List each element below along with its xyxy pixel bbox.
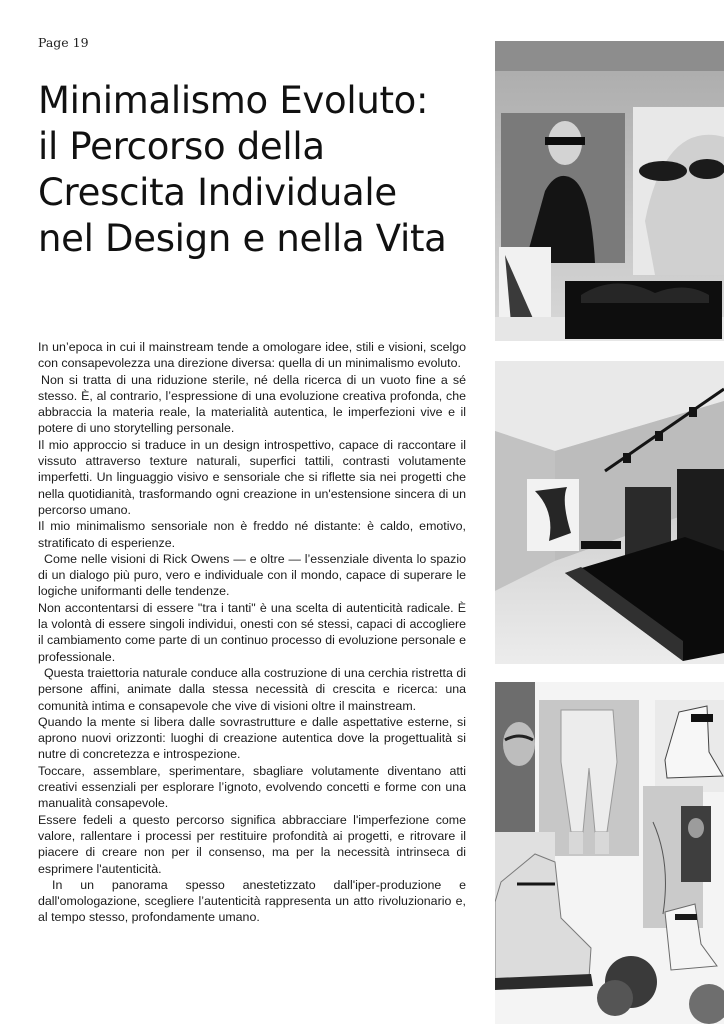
fashion-collage-photo	[495, 682, 724, 1024]
body-paragraph: Toccare, assemblare, sperimentare, sbagliare volutamente diventano atti creativi essenziali per esplorare l’ignoto, evolvendo concetti e forme con una manualità consapevole.	[38, 763, 466, 811]
body-paragraph: In un panorama spesso anestetizzato dall'iper-produzione e dall'omologazione, scegliere l’autenticità rappresenta un atto rivoluzionario e, al tempo stesso, profondamente umano.	[38, 877, 466, 925]
body-paragraph: Questa traiettoria naturale conduce alla costruzione di una cerchia ristretta di persone affini, animate dalla stessa necessità di crescita e ricerca: una comunità intima e consapevole che vive di visioni oltre il mainstream.	[38, 665, 466, 713]
title-line: nel Design e nella Vita	[38, 217, 447, 260]
body-paragraph: Essere fedeli a questo percorso significa abbracciare l'imperfezione come valore, rallentare i processi per restituire profondità ai progetti, e ritrovare il piacere di creare non per il consenso, ma per la necessità intrinseca di esprimere l'autenticità.	[38, 812, 466, 876]
body-paragraph: Quando la mente si libera dalle sovrastrutture e dalle aspettative esterne, si aprono nuovi orizzonti: luoghi di creazione autentica dove la progettualità si nutre di concretezza e introspezione.	[38, 714, 466, 762]
moodboard-portrait-icon	[495, 41, 724, 341]
title-line: Crescita Individuale	[38, 171, 397, 214]
body-paragraph: Come nelle visioni di Rick Owens — e oltre — l’essenziale diventa lo spazio di un dialogo più puro, vero e individuale con il mondo, capace di superare le logiche uniformanti delle tendenze.	[38, 551, 466, 599]
body-paragraph: Il mio minimalismo sensoriale non è freddo né distante: è caldo, emotivo, stratificato di esperienze.	[38, 519, 466, 550]
page-number: Page 19	[38, 35, 89, 50]
showroom-interior-photo	[495, 361, 724, 664]
moodboard-portrait-photo	[495, 41, 724, 341]
fashion-collage-icon	[495, 682, 724, 1024]
title-line: il Percorso della	[38, 125, 325, 168]
article-title	[38, 78, 488, 262]
title-line: Minimalismo Evoluto:	[38, 79, 429, 122]
body-paragraph: Il mio approccio si traduce in un design introspettivo, capace di raccontare il vissuto attraverso texture naturali, superfici tattili, contrasti volutamente imperfetti. Un linguaggio visivo e sensoriale che si riflette sia nei progetti che nella quotidianità, trasformando ogni creazione in un'estensione sincera di un percorso umano.	[38, 437, 466, 517]
showroom-interior-icon	[495, 361, 724, 664]
body-paragraph: In un’epoca in cui il mainstream tende a omologare idee, stili e visioni, scelgo con consapevolezza una direzione diversa: quella di un minimalismo evoluto.	[38, 340, 466, 371]
body-paragraph: Non accontentarsi di essere "tra i tanti" è una scelta di autenticità radicale. È la volontà di essere singoli individui, onesti con sé stessi, capaci di accogliere il cambiamento come parte di un continuo processo di evoluzione personale e professionale.	[38, 600, 466, 664]
body-paragraph: Non si tratta di una riduzione sterile, né della ricerca di un vuoto fine a sé stesso. È, al contrario, l’espressione di una evoluzione creativa profonda, che abbraccia la materia reale, la materialità autentica, le imperfezioni vive e il potere di uno storytelling personale.	[38, 372, 466, 436]
article-body	[38, 339, 466, 926]
